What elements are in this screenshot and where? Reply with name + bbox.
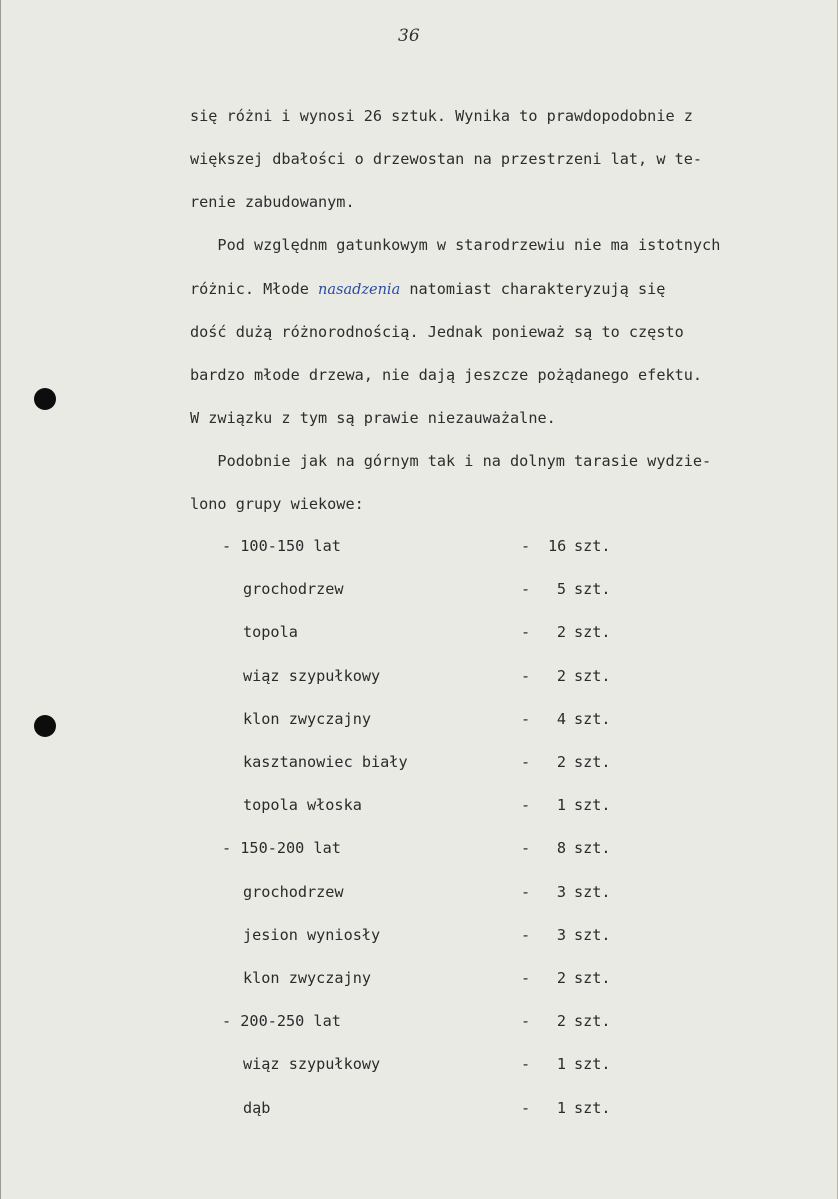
row-label: jesion wyniosły (243, 926, 381, 944)
text-line: różnic. Młode nasadzenia natomiast charakteryzują się (190, 280, 666, 298)
text-line: renie zabudowanym. (190, 193, 355, 211)
handwritten-insertion: nasadzenia (318, 282, 401, 298)
text-line: dość dużą różnorodnością. Jednak ponieważ są to często (190, 323, 684, 341)
row-unit: szt. (574, 883, 611, 901)
text-line: W związku z tym są prawie niezauważalne. (190, 409, 556, 427)
row-quantity: 2 (556, 753, 566, 771)
punch-hole-top (34, 388, 56, 410)
row-unit: szt. (574, 710, 611, 728)
row-label: - 100-150 lat (222, 537, 341, 555)
row-unit: szt. (574, 537, 611, 555)
row-unit: szt. (574, 623, 611, 641)
age-group-row (0, 1009, 838, 1033)
row-unit: szt. (574, 1012, 611, 1030)
row-unit: szt. (574, 1099, 611, 1117)
row-dash: - (521, 580, 531, 598)
row-unit: szt. (574, 580, 611, 598)
species-row (0, 923, 838, 947)
row-unit: szt. (574, 753, 611, 771)
species-row (0, 1052, 838, 1076)
row-quantity: 5 (556, 580, 566, 598)
row-unit: szt. (574, 839, 611, 857)
row-label: klon zwyczajny (243, 710, 372, 728)
row-label: wiąz szypułkowy (243, 1055, 381, 1073)
row-dash: - (521, 623, 531, 641)
row-quantity: 4 (556, 710, 566, 728)
row-label: dąb (243, 1099, 271, 1117)
text-line: większej dbałości o drzewostan na przestrzeni lat, w te- (190, 150, 703, 168)
row-label: topola włoska (243, 796, 362, 814)
row-unit: szt. (574, 926, 611, 944)
row-dash: - (521, 926, 531, 944)
text-line: Podobnie jak na górnym tak i na dolnym tarasie wydzie- (190, 452, 712, 470)
row-quantity: 2 (556, 667, 566, 685)
row-quantity: 8 (556, 839, 566, 857)
row-quantity: 2 (556, 623, 566, 641)
row-label: grochodrzew (243, 883, 344, 901)
species-row (0, 577, 838, 601)
row-quantity: 1 (556, 796, 566, 814)
row-quantity: 16 (548, 537, 567, 555)
row-quantity: 3 (556, 926, 566, 944)
age-group-row (0, 836, 838, 860)
species-row (0, 664, 838, 688)
row-label: klon zwyczajny (243, 969, 372, 987)
row-quantity: 2 (556, 1012, 566, 1030)
row-dash: - (521, 839, 531, 857)
row-label: - 200-250 lat (222, 1012, 341, 1030)
row-dash: - (521, 969, 531, 987)
text-line: Pod względnm gatunkowym w starodrzewiu nie ma istotnych (190, 236, 721, 254)
row-unit: szt. (574, 796, 611, 814)
species-row (0, 1096, 838, 1120)
text-line: bardzo młode drzewa, nie dają jeszcze pożądanego efektu. (190, 366, 703, 384)
row-quantity: 1 (556, 1099, 566, 1117)
row-dash: - (521, 1055, 531, 1073)
row-dash: - (521, 710, 531, 728)
row-label: topola (243, 623, 298, 641)
text-line: lono grupy wiekowe: (190, 495, 364, 513)
row-quantity: 1 (556, 1055, 566, 1073)
row-unit: szt. (574, 1055, 611, 1073)
row-unit: szt. (574, 667, 611, 685)
row-dash: - (521, 667, 531, 685)
row-quantity: 2 (556, 969, 566, 987)
row-dash: - (521, 1012, 531, 1030)
row-dash: - (521, 753, 531, 771)
text-line: się różni i wynosi 26 sztuk. Wynika to prawdopodobnie z (190, 107, 693, 125)
row-label: grochodrzew (243, 580, 344, 598)
row-label: - 150-200 lat (222, 839, 341, 857)
page-number: 36 (398, 26, 420, 46)
species-row (0, 750, 838, 774)
species-row (0, 880, 838, 904)
row-unit: szt. (574, 969, 611, 987)
row-quantity: 3 (556, 883, 566, 901)
row-dash: - (521, 796, 531, 814)
species-row (0, 620, 838, 644)
species-row (0, 707, 838, 731)
age-group-row (0, 534, 838, 558)
row-dash: - (521, 883, 531, 901)
row-dash: - (521, 1099, 531, 1117)
row-label: wiąz szypułkowy (243, 667, 381, 685)
row-label: kasztanowiec biały (243, 753, 408, 771)
row-dash: - (521, 537, 531, 555)
species-row (0, 966, 838, 990)
species-row (0, 793, 838, 817)
